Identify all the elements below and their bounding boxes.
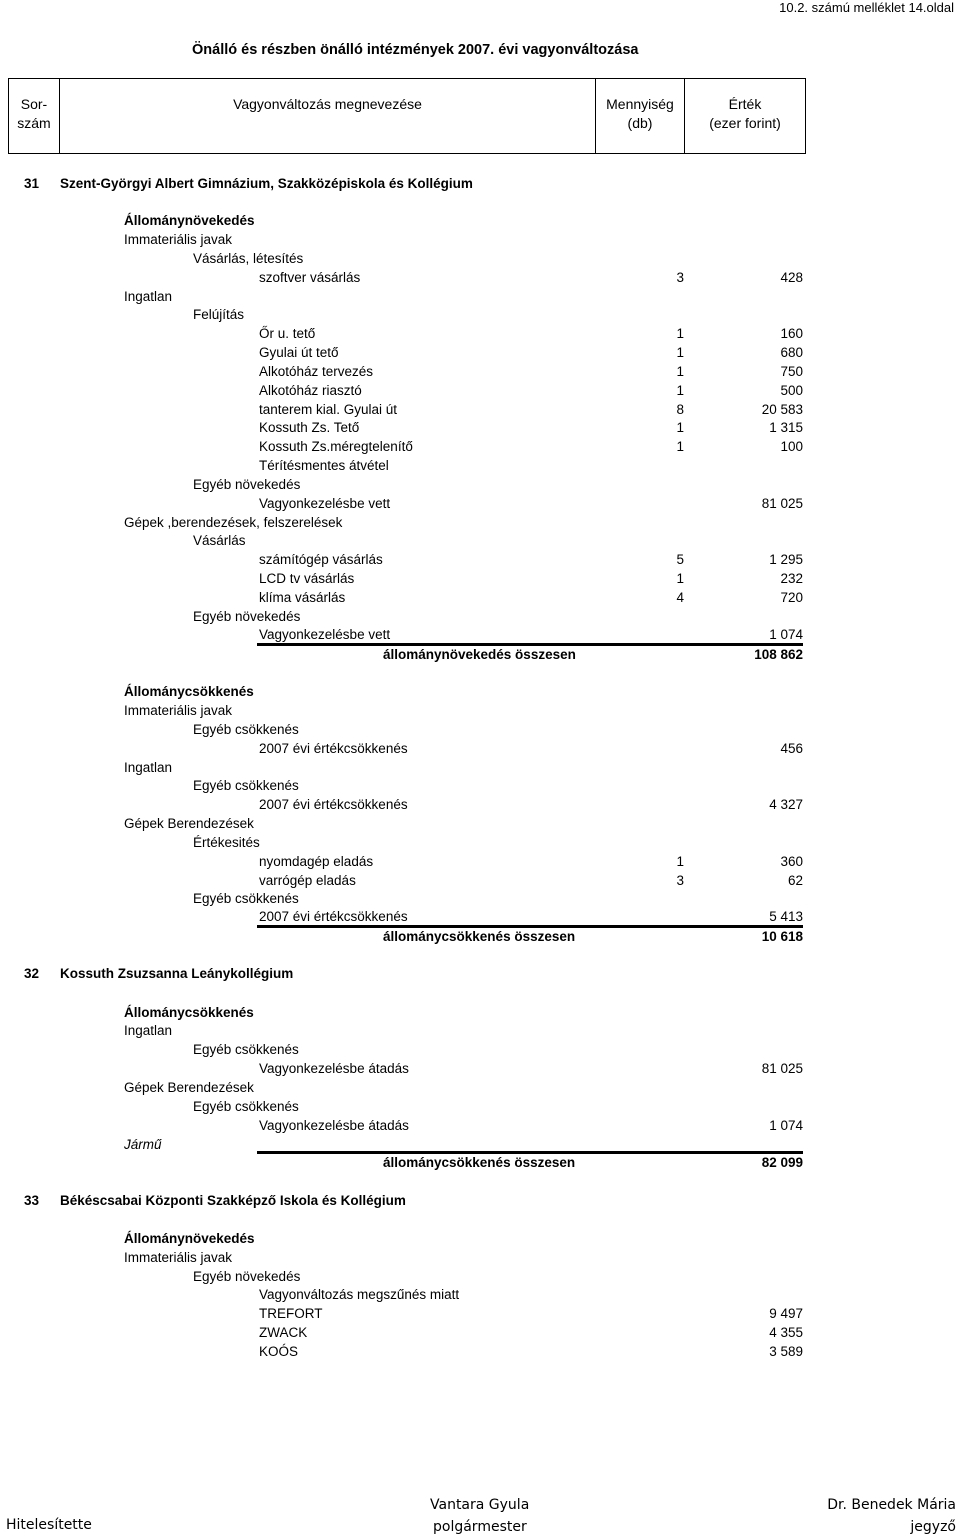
row-number: 31 [24,176,40,191]
row-value: 1 074 [769,627,803,642]
row-value: 4 355 [769,1325,803,1340]
row-label: Kossuth Zs.méregtelenítő [259,439,413,454]
row-quantity: 1 [676,383,684,398]
row-quantity: 1 [676,571,684,586]
row-label: Gépek ,berendezések, felszerelések [124,515,343,530]
row-value: 500 [780,383,803,398]
row-label: Alkotóház riasztó [259,383,362,398]
row-value: 360 [780,854,803,869]
row-value: 720 [780,590,803,605]
row-value: 81 025 [761,496,803,511]
row-value: 3 589 [769,1344,803,1359]
total-value: 108 862 [754,647,803,662]
total-rule [257,925,803,928]
row-label: Gépek Berendezések [124,1080,254,1095]
row-value: 1 315 [769,420,803,435]
row-label: Kossuth Zs. Tető [259,420,360,435]
header-value-line2: (ezer forint) [709,115,781,131]
signer-mayor-title: polgármester [433,1519,527,1535]
total-value: 10 618 [761,929,803,944]
row-label: TREFORT [259,1306,323,1321]
row-label: Immateriális javak [124,1250,233,1265]
row-value: 750 [780,364,803,379]
row-quantity: 1 [676,345,684,360]
row-label: Alkotóház tervezés [259,364,374,379]
row-label: Felújítás [193,307,245,322]
row-label: varrógép eladás [259,873,356,888]
row-quantity: 3 [676,873,684,888]
header-value [685,79,805,153]
row-label: Vásárlás, létesítés [193,251,304,266]
certified-label: Hitelesítette [6,1517,92,1533]
row-label: Térítésmentes átvétel [259,458,389,473]
header-description [60,79,596,153]
row-label: Egyéb csökkenés [193,891,299,906]
row-label: Vagyonváltozás megszűnés miatt [259,1287,460,1302]
signer-notary-title: jegyző [910,1519,956,1535]
institution-name: Békéscsabai Központi Szakképző Iskola és Kollégium [60,1193,406,1208]
row-number: 33 [24,1193,40,1208]
row-label: Immateriális javak [124,703,233,718]
header-value-line1: Érték [728,96,762,112]
row-value: 20 583 [761,402,803,417]
header-sorszam [9,79,60,153]
row-label: Jármű [124,1137,162,1152]
header-quantity-line2: (db) [627,115,653,131]
total-rule [257,643,803,646]
signer-mayor-name: Vantara Gyula [430,1497,530,1513]
row-label: Ingatlan [124,760,173,775]
header-sorszam-line1: Sor- [20,96,48,112]
signer-notary-name: Dr. Benedek Mária [827,1497,956,1513]
row-value: 81 025 [761,1061,803,1076]
row-quantity: 1 [676,439,684,454]
row-label: Egyéb csökkenés [193,722,299,737]
row-label: Állománycsökkenés [124,1005,254,1020]
institution-name: Kossuth Zsuzsanna Leánykollégium [60,966,294,981]
header-description-text: Vagyonváltozás megnevezése [233,96,422,112]
row-label: Vagyonkezelésbe átadás [259,1061,409,1076]
page-title: Önálló és részben önálló intézmények 2007. évi vagyonváltozása [192,42,639,58]
row-value: 1 074 [769,1118,803,1133]
institution-name: Szent-Györgyi Albert Gimnázium, Szakközépiskola és Kollégium [60,176,473,191]
row-label: ZWACK [259,1325,308,1340]
header-quantity-line1: Mennyiség [606,96,674,112]
row-value: 232 [780,571,803,586]
row-label: 2007 évi értékcsökkenés [259,741,408,756]
row-quantity: 5 [676,552,684,567]
row-label: Állománynövekedés [124,1231,255,1246]
row-quantity: 8 [676,402,684,417]
row-label: nyomdagép eladás [259,854,374,869]
row-label: Ingatlan [124,1023,173,1038]
row-quantity: 1 [676,364,684,379]
row-quantity: 3 [676,270,684,285]
row-label: Vásárlás [193,533,246,548]
row-label: Őr u. tető [259,326,316,341]
row-value: 160 [780,326,803,341]
row-value: 9 497 [769,1306,803,1321]
row-value: 4 327 [769,797,803,812]
row-label: Egyéb csökkenés [193,1042,299,1057]
row-label: Gépek Berendezések [124,816,254,831]
row-label: Egyéb csökkenés [193,1099,299,1114]
row-quantity: 1 [676,420,684,435]
row-quantity: 1 [676,854,684,869]
row-label: 2007 évi értékcsökkenés [259,797,408,812]
row-label: Immateriális javak [124,232,233,247]
row-value: 1 295 [769,552,803,567]
row-label: Egyéb növekedés [193,477,301,492]
row-value: 428 [780,270,803,285]
row-label: Egyéb növekedés [193,1269,301,1284]
row-label: számítógép vásárlás [259,552,383,567]
total-rule [257,1151,803,1154]
row-value: 100 [780,439,803,454]
row-label: 2007 évi értékcsökkenés [259,909,408,924]
row-label: KOÓS [259,1344,299,1359]
row-label: Vagyonkezelésbe átadás [259,1118,409,1133]
row-value: 680 [780,345,803,360]
row-label: Egyéb csökkenés [193,778,299,793]
row-quantity: 4 [676,590,684,605]
page-reference: 10.2. számú melléklet 14.oldal [779,0,954,15]
row-label: Vagyonkezelésbe vett [259,496,391,511]
total-value: 82 099 [761,1155,803,1170]
row-value: 62 [787,873,803,888]
total-label: állománycsökkenés összesen [383,1155,576,1170]
row-quantity: 1 [676,326,684,341]
row-label: Állománynövekedés [124,213,255,228]
row-label: klíma vásárlás [259,590,346,605]
header-sorszam-line2: szám [17,115,51,131]
row-value: 456 [780,741,803,756]
row-label: Ingatlan [124,289,173,304]
row-value: 5 413 [769,909,803,924]
row-label: Egyéb növekedés [193,609,301,624]
row-label: LCD tv vásárlás [259,571,355,586]
table-header [8,78,806,154]
total-label: állománycsökkenés összesen [383,929,576,944]
row-label: Gyulai út tető [259,345,339,360]
header-quantity [596,79,685,153]
row-label: szoftver vásárlás [259,270,361,285]
row-label: Állománycsökkenés [124,684,254,699]
row-label: Vagyonkezelésbe vett [259,627,391,642]
row-label: tanterem kial. Gyulai út [259,402,398,417]
total-label: állománynövekedés összesen [383,647,576,662]
row-label: Értékesités [193,835,260,850]
row-number: 32 [24,966,40,981]
